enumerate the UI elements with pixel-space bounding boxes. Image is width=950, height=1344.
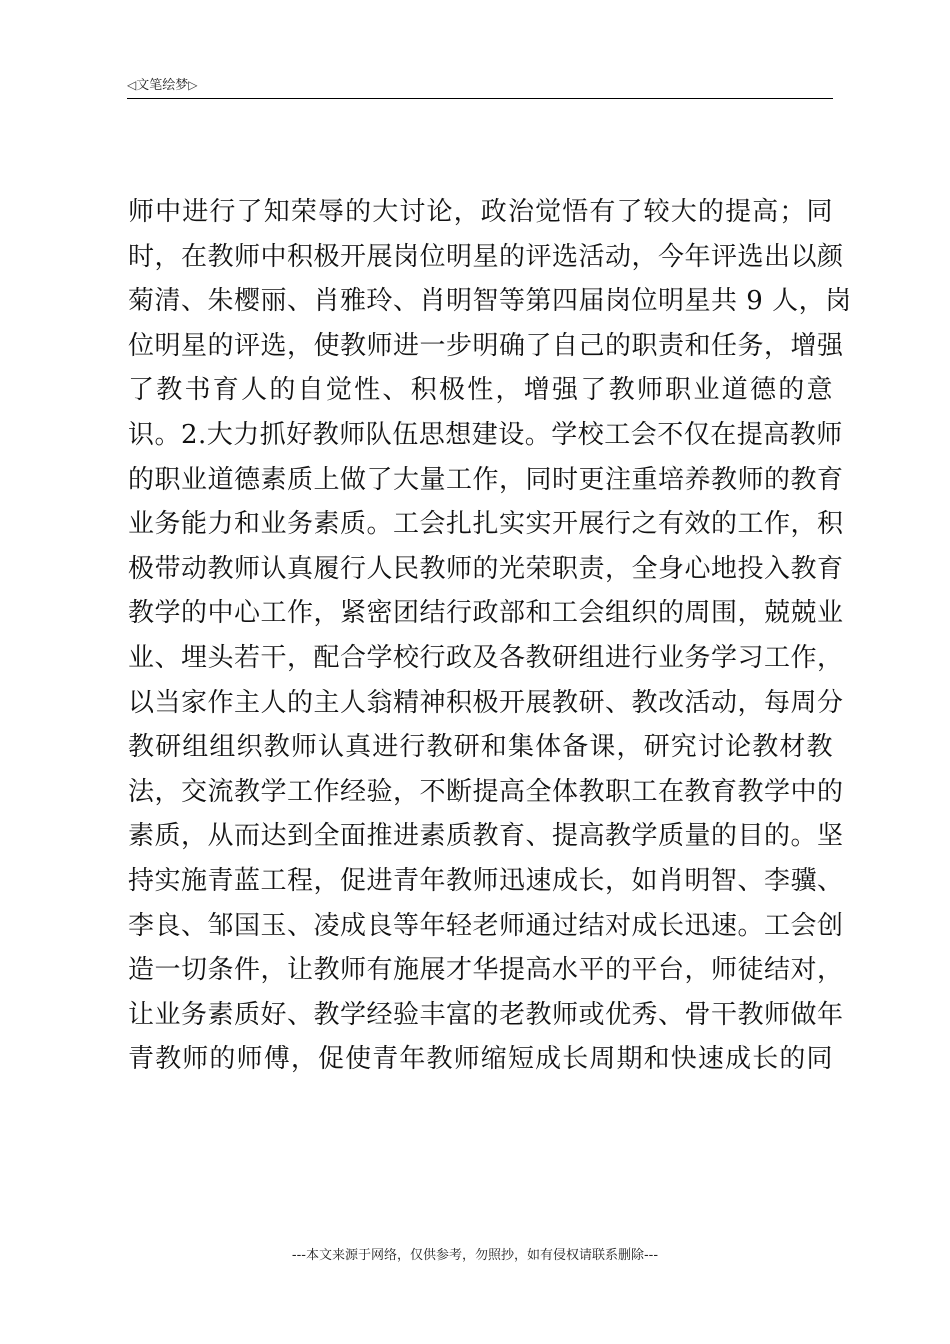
body-line: 教学的中心工作，紧密团结行政部和工会组织的周围，兢兢业 bbox=[128, 598, 844, 629]
body-line: 法，交流教学工作经验，不断提高全体教职工在教育教学中的 bbox=[128, 776, 844, 807]
body-line: 菊清、朱樱丽、肖雅玲、肖明智等第四届岗位明星共 9 人，岗 bbox=[128, 286, 852, 317]
brand-name: 文笔绘梦 bbox=[136, 78, 189, 93]
page-header bbox=[127, 74, 833, 99]
body-line: 业务能力和业务素质。工会扎扎实实开展行之有效的工作，积 bbox=[128, 509, 844, 540]
page-footer: ---本文来源于网络，仅供参考，勿照抄，如有侵权请联系删除--- bbox=[291, 1248, 659, 1263]
body-line: 时，在教师中积极开展岗位明星的评选活动，今年评选出以颜 bbox=[128, 241, 844, 272]
body-line: 李良、邹国玉、凌成良等年轻老师通过结对成长迅速。工会创 bbox=[128, 910, 844, 941]
body-line: 以当家作主人的主人翁精神积极开展教研、教改活动，每周分 bbox=[128, 687, 844, 718]
body-line: 识。2.大力抓好教师队伍思想建设。学校工会不仅在提高教师 bbox=[128, 419, 843, 450]
header-brand bbox=[127, 77, 197, 94]
body-line: 极带动教师认真履行人民教师的光荣职责，全身心地投入教育 bbox=[128, 553, 844, 584]
body-line: 的职业道德素质上做了大量工作，同时更注重培养教师的教育 bbox=[128, 464, 844, 495]
body-line: 素质，从而达到全面推进素质教育、提高教学质量的目的。坚 bbox=[128, 821, 844, 852]
body-line: 造一切条件，让教师有施展才华提高水平的平台，师徒结对， bbox=[128, 955, 844, 986]
body-line: 位明星的评选，使教师进一步明确了自己的职责和任务，增强 bbox=[128, 330, 844, 361]
body-line: 师中进行了知荣辱的大讨论，政治觉悟有了较大的提高；同 bbox=[128, 197, 833, 227]
body-line: 让业务素质好、教学经验丰富的老教师或优秀、骨干教师做年 bbox=[128, 999, 844, 1030]
left-triangle-icon: ◁ bbox=[127, 78, 137, 92]
body-line: 青教师的师傅，促使青年教师缩短成长周期和快速成长的同 bbox=[128, 1044, 833, 1075]
body-line: 持实施青蓝工程，促进青年教师迅速成长，如肖明智、李骥、 bbox=[128, 865, 844, 896]
right-triangle-icon: ▷ bbox=[188, 78, 198, 92]
body-line: 教研组组织教师认真进行教研和集体备课，研究讨论教材教 bbox=[128, 732, 833, 763]
body-line: 业、埋头若干，配合学校行政及各教研组进行业务学习工作， bbox=[128, 642, 844, 673]
document-body bbox=[128, 190, 852, 1082]
body-line: 了教书育人的自觉性、积极性，增强了教师职业道德的意 bbox=[128, 375, 833, 406]
